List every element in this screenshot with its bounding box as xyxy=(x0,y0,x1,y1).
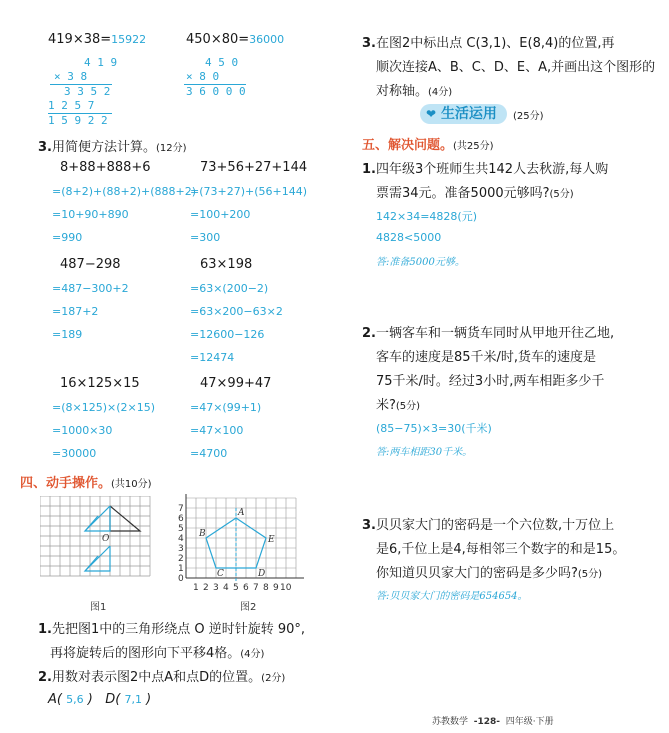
simplify2-expr: 73+56+27+144 xyxy=(200,160,308,175)
simplify1-step2: =10+90+890 xyxy=(52,208,129,221)
answer-d-label: D( xyxy=(105,692,121,707)
q3-right-line1 xyxy=(362,32,614,51)
figure1-caption: 图1 xyxy=(90,602,107,613)
q1-num: 1. xyxy=(38,622,52,637)
simplify3-step3: =189 xyxy=(52,328,83,341)
y-tick-7: 7 xyxy=(178,504,184,514)
p1-num: 1. xyxy=(362,162,376,177)
calc2-row3: 3 6 0 0 0 xyxy=(186,85,246,98)
p1-line2 xyxy=(376,182,574,201)
q3-right-line2: 顺次连接A、B、C、D、E、A,并画出这个图形的 xyxy=(376,60,656,75)
p2-text4: 米? xyxy=(376,398,396,413)
calc2-answer: 36000 xyxy=(249,33,285,46)
answer-a-close: ) xyxy=(87,692,93,707)
calc2-row2: × 8 0 xyxy=(186,70,220,83)
section4-title: 四、动手操作。 xyxy=(20,476,112,491)
y-tick-6: 6 xyxy=(178,514,184,524)
q3-right-text1: 在图2中标出点 C(3,1)、E(8,4)的位置,再 xyxy=(375,36,615,51)
calc1-row3: 3 3 5 2 xyxy=(64,85,111,98)
simplify5-step1: =(8×125)×(2×15) xyxy=(52,401,156,414)
life-application-badge xyxy=(420,104,543,124)
figure1-grid xyxy=(40,496,160,580)
simplify4-expr: 63×198 xyxy=(200,257,253,272)
simplify5-step2: =1000×30 xyxy=(52,424,113,437)
section4-heading xyxy=(20,472,152,491)
simplify4-step3: =12600−126 xyxy=(190,328,265,341)
simplify3-step2: =187+2 xyxy=(52,305,99,318)
calc1-expr: 419×38= xyxy=(48,32,112,47)
simplify1-expr: 8+88+888+6 xyxy=(60,160,151,175)
point-a-label: A xyxy=(238,508,245,518)
simplify2-step3: =300 xyxy=(190,231,221,244)
q3-points: (12分) xyxy=(156,143,187,154)
simplify6-step3: =4700 xyxy=(190,447,228,460)
p2-work1: (85−75)×3=30(千米) xyxy=(376,422,492,435)
y-tick-1: 1 xyxy=(178,564,184,574)
x-tick-3: 3 xyxy=(213,583,219,593)
section5-title: 五、解决问题。 xyxy=(362,138,454,153)
answer-a-value: 5,6 xyxy=(66,693,84,706)
p3-answer: 答:贝贝家大门的密码是654654。 xyxy=(376,591,528,602)
p1-text2: 票需34元。准备5000元够吗? xyxy=(376,186,550,201)
y-tick-3: 3 xyxy=(178,544,184,554)
point-b-label: B xyxy=(199,529,206,539)
calc2-row1: 4 5 0 xyxy=(205,56,239,69)
answer-d-value: 7,1 xyxy=(124,693,142,706)
q2-text: 用数对表示图2中点A和点D的位置。 xyxy=(51,670,262,685)
badge-pill xyxy=(420,104,507,124)
x-tick-1: 1 xyxy=(193,583,199,593)
q1-points: (4分) xyxy=(240,649,265,660)
p2-line1 xyxy=(362,322,614,341)
section5-heading xyxy=(362,134,494,153)
simplify1-step3: =990 xyxy=(52,231,83,244)
simplify4-step1: =63×(200−2) xyxy=(190,282,269,295)
x-tick-2: 2 xyxy=(203,583,209,593)
x-tick-9: 9 xyxy=(273,583,279,593)
heart-icon: ❤ xyxy=(426,107,437,121)
footer-subject: 苏教数学 xyxy=(432,717,469,727)
x-tick-8: 8 xyxy=(263,583,269,593)
p2-line4 xyxy=(376,394,420,413)
p1-line1 xyxy=(362,158,608,177)
q2-line xyxy=(38,666,285,685)
q1-line1 xyxy=(38,618,305,637)
q1-text: 先把图1中的三角形绕点 O 逆时针旋转 90°, xyxy=(51,622,306,637)
calc1-row1: 4 1 9 xyxy=(84,56,118,69)
q2-answer xyxy=(48,692,151,707)
section5-points: (共25分) xyxy=(453,141,494,152)
p3-text3: 你知道贝贝家大门的密码是多少吗? xyxy=(376,566,578,581)
simplify2-step1: =(73+27)+(56+144) xyxy=(190,185,308,198)
p2-line2: 客车的速度是85千米/时,货车的速度是 xyxy=(376,350,597,365)
answer-d-close: ) xyxy=(146,692,152,707)
simplify6-expr: 47×99+47 xyxy=(200,376,272,391)
figure2-caption: 图2 xyxy=(240,602,257,613)
q2-points: (2分) xyxy=(261,673,286,684)
p2-points: (5分) xyxy=(395,401,421,412)
q3-right-text3: 对称轴。 xyxy=(376,84,429,99)
calc1-expression xyxy=(48,32,146,47)
point-o-label: O xyxy=(102,534,110,544)
x-tick-4: 4 xyxy=(223,583,229,593)
x-tick-7: 7 xyxy=(253,583,259,593)
p1-work1: 142×34=4828(元) xyxy=(376,210,478,223)
q3-text: 用简便方法计算。 xyxy=(51,140,156,155)
q1-text2: 再将旋转后的图形向下平移4格。 xyxy=(50,646,241,661)
calc1-answer: 15922 xyxy=(111,33,147,46)
simplify5-expr: 16×125×15 xyxy=(60,376,140,391)
q2-num: 2. xyxy=(38,670,52,685)
simplify2-step2: =100+200 xyxy=(190,208,251,221)
simplify6-step1: =47×(99+1) xyxy=(190,401,262,414)
p2-text1: 一辆客车和一辆货车同时从甲地开往乙地, xyxy=(375,326,615,341)
calc1-row5: 1 5 9 2 2 xyxy=(48,114,108,127)
simplify6-step2: =47×100 xyxy=(190,424,244,437)
x-tick-6: 6 xyxy=(243,583,249,593)
p3-text1: 贝贝家大门的密码是一个六位数,十万位上 xyxy=(375,518,615,533)
point-d-label: D xyxy=(258,569,266,579)
x-tick-10: 10 xyxy=(280,583,292,593)
point-e-label: E xyxy=(268,535,275,545)
badge-points: (25分) xyxy=(512,110,544,122)
figure2-coordinate-grid xyxy=(172,494,312,594)
badge-text: 生活运用 xyxy=(440,106,497,122)
p2-num: 2. xyxy=(362,326,376,341)
y-tick-2: 2 xyxy=(178,554,184,564)
y-tick-4: 4 xyxy=(178,534,184,544)
p3-num: 3. xyxy=(362,518,376,533)
answer-a-label: A( xyxy=(48,692,62,707)
p3-line2: 是6,千位上是4,每相邻三个数字的和是15。 xyxy=(376,542,626,557)
p2-answer: 答:两车相距30千米。 xyxy=(376,447,473,458)
point-c-label: C xyxy=(217,569,224,579)
q1-line2 xyxy=(50,642,264,661)
footer-page-number: -128- xyxy=(473,717,501,727)
footer-grade: 四年级·下册 xyxy=(505,717,554,727)
calc2-expr: 450×80= xyxy=(186,32,250,47)
q3-right-num: 3. xyxy=(362,36,376,51)
p3-line3 xyxy=(376,562,602,581)
p3-line1 xyxy=(362,514,614,533)
simplify3-expr: 487−298 xyxy=(60,257,121,272)
p3-points: (5分) xyxy=(577,569,603,580)
simplify3-step1: =487−300+2 xyxy=(52,282,129,295)
p1-answer: 答:准备5000元够。 xyxy=(376,257,465,268)
q3-right-points: (4分) xyxy=(428,87,453,98)
x-tick-5: 5 xyxy=(233,583,239,593)
simplify4-step2: =63×200−63×2 xyxy=(190,305,283,318)
q3-right-line3 xyxy=(376,80,452,99)
simplify4-step4: =12474 xyxy=(190,351,235,364)
p1-text1: 四年级3个班师生共142人去秋游,每人购 xyxy=(375,162,609,177)
y-tick-5: 5 xyxy=(178,524,184,534)
simplify5-step3: =30000 xyxy=(52,447,97,460)
calc2-expression xyxy=(186,32,284,47)
original-triangle xyxy=(110,506,140,531)
calc1-row2: × 3 8 xyxy=(54,70,88,83)
section4-points: (共10分) xyxy=(111,479,152,490)
simplify1-step1: =(8+2)+(88+2)+(888+2) xyxy=(52,185,197,198)
calc1-row4: 1 2 5 7 xyxy=(48,99,95,112)
p2-line3: 75千米/时。经过3小时,两车相距多少千 xyxy=(376,374,605,389)
q3-num: 3. xyxy=(38,140,52,155)
q3-left-heading xyxy=(38,136,187,155)
p1-work2: 4828<5000 xyxy=(376,231,442,244)
footer xyxy=(432,714,554,727)
p1-points: (5分) xyxy=(549,189,574,200)
y-tick-0: 0 xyxy=(178,574,184,584)
